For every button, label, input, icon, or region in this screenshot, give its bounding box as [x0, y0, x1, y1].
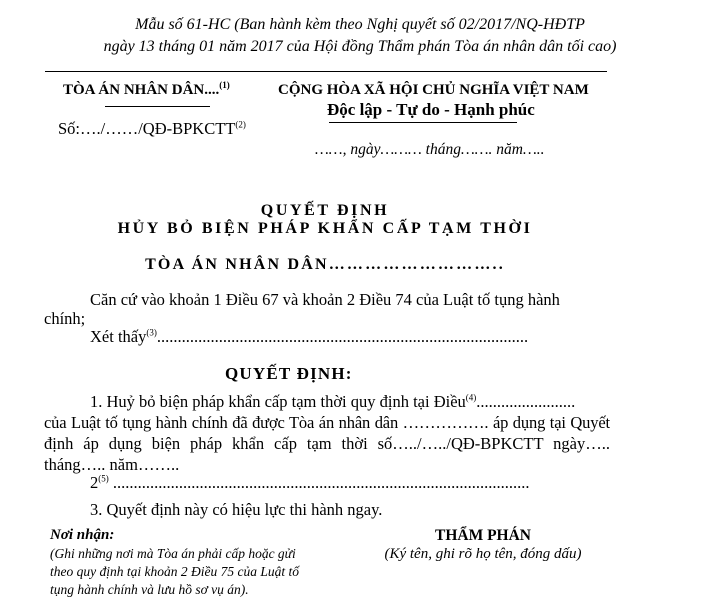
- item-3-line: 3. Quyết định này có hiệu lực thi hành ngay.: [90, 500, 383, 519]
- footnote-1: (1): [219, 80, 230, 90]
- item-1-blank: ........................: [476, 392, 576, 411]
- issuing-court-line: TÒA ÁN NHÂN DÂN………………………..: [145, 256, 505, 273]
- considering-line: [90, 327, 528, 347]
- considering-blank: ..........................................................................................: [156, 327, 529, 346]
- recipients-note-line-3: tụng hành chính và lưu hồ sơ vụ án).: [50, 582, 249, 597]
- decision-number-text: Số:…./……/QĐ-BPKCTT: [58, 119, 236, 138]
- recipients-label: Nơi nhận:: [50, 527, 115, 543]
- legal-basis-line-1: Căn cứ vào khoản 1 Điều 67 và khoản 2 Điều 74 của Luật tố tụng hành: [90, 290, 560, 309]
- decision-heading: QUYẾT ĐỊNH:: [225, 364, 353, 383]
- court-underline: [105, 106, 210, 107]
- item-1-line-1: [90, 392, 575, 412]
- decision-number: [58, 119, 246, 139]
- court-name-text: TÒA ÁN NHÂN DÂN....: [63, 82, 220, 98]
- header-divider: [45, 71, 607, 72]
- item-2-line: [90, 473, 530, 493]
- legal-basis-line-2: chính;: [44, 309, 86, 328]
- item-1-line-3: định áp dụng biện pháp khẩn cấp tạm thời số…../…../QĐ-BPKCTT ngày…..: [44, 434, 610, 453]
- item-2-number: 2: [90, 473, 99, 492]
- item-1-text: 1. Huỷ bỏ biện pháp khẩn cấp tạm thời quy định tại Điều: [90, 392, 466, 411]
- considering-label: Xét thấy: [90, 327, 147, 346]
- national-title: CỘNG HÒA XÃ HỘI CHỦ NGHĨA VIỆT NAM: [278, 82, 589, 98]
- form-reference-line-2: ngày 13 tháng 01 năm 2017 của Hội đồng Thẩm phán Tòa án nhân dân tối cao): [103, 38, 617, 55]
- item-1-line-2: của Luật tố tụng hành chính đã được Tòa án nhân dân ……………. áp dụng tại Quyết: [44, 413, 610, 432]
- footnote-5: (5): [98, 473, 109, 484]
- signer-note: (Ký tên, ghi rõ họ tên, đóng dấu): [384, 546, 582, 562]
- item-2-blank: .....................................................................................................: [108, 473, 530, 492]
- document-title: QUYẾT ĐỊNH: [260, 202, 390, 219]
- recipients-note-line-1: (Ghi những nơi mà Tòa án phải cấp hoặc gửi: [50, 546, 296, 561]
- recipients-note-line-2: theo quy định tại khoản 2 Điều 75 của Luật tố: [50, 564, 299, 579]
- signer-title: THẨM PHÁN: [434, 527, 531, 544]
- footnote-4: (4): [465, 392, 477, 403]
- footnote-3: (3): [146, 327, 157, 338]
- item-1-line-4: tháng….. năm……..: [44, 455, 180, 474]
- document-subtitle: HỦY BỎ BIỆN PHÁP KHẨN CẤP TẠM THỜI: [117, 220, 533, 237]
- national-motto: Độc lập - Tự do - Hạnh phúc: [327, 100, 535, 119]
- form-reference-line-1: Mẫu số 61-HC (Ban hành kèm theo Nghị quyết số 02/2017/NQ-HĐTP: [135, 16, 585, 33]
- motto-underline: [329, 122, 517, 123]
- court-name: [63, 82, 230, 99]
- date-line: ……, ngày……… tháng……. năm…..: [315, 141, 545, 158]
- footnote-2: (2): [235, 119, 246, 130]
